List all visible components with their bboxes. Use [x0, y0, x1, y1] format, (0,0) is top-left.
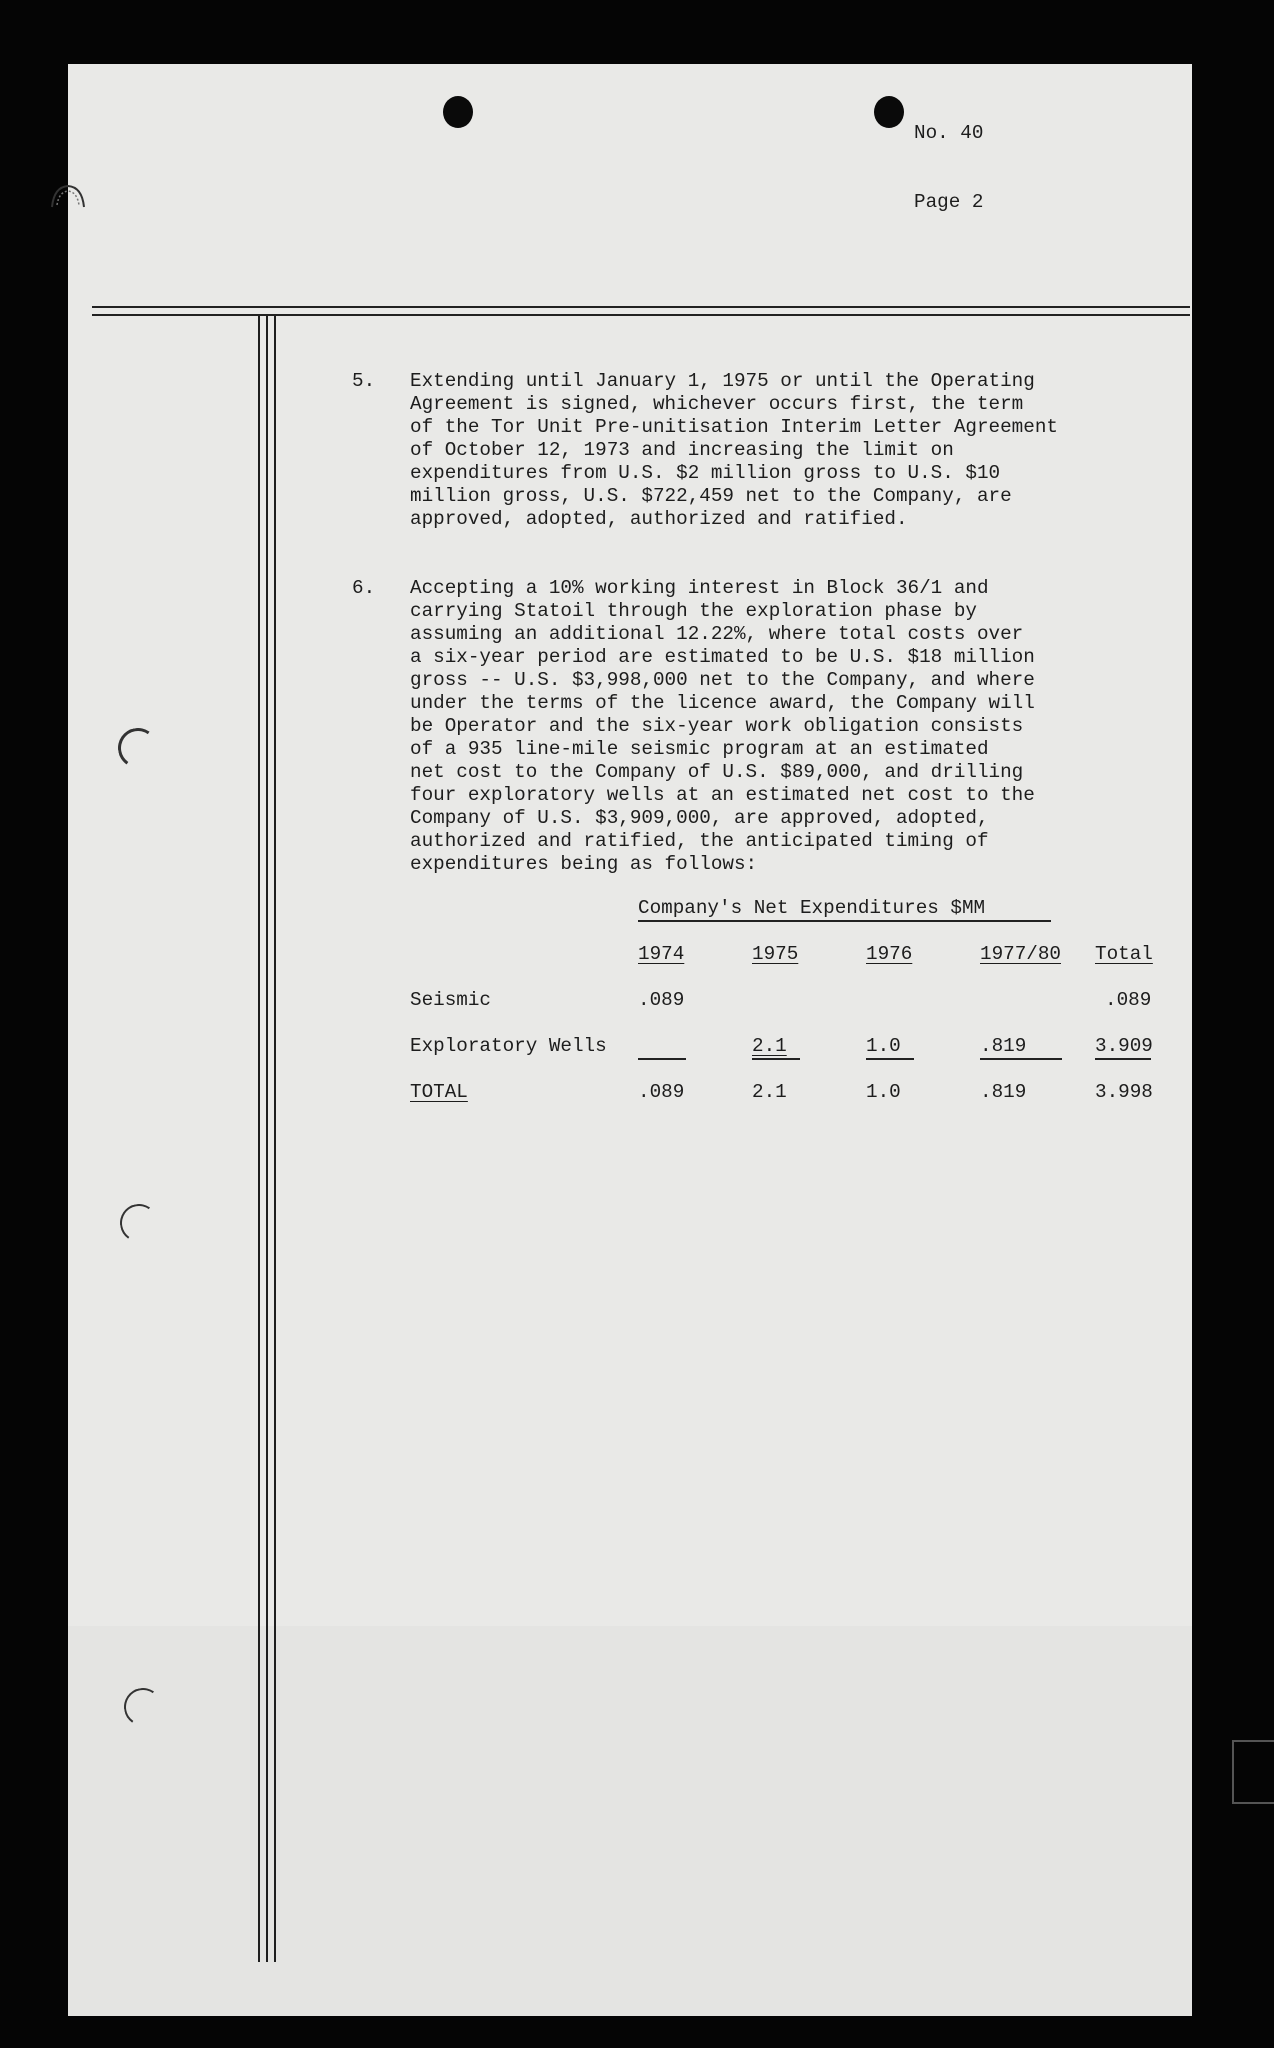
margin-rule-2 — [266, 316, 268, 1962]
text-line: expenditures being as follows: — [410, 853, 758, 875]
table-cell: 1.0 — [866, 1081, 901, 1103]
text-line: assuming an additional 12.22%, where total costs over — [410, 623, 1024, 645]
text-line: Extending until January 1, 1975 or until the Operating — [410, 370, 1035, 392]
table-cell: 3.909 — [1095, 1035, 1153, 1057]
column-header-total: Total — [1095, 943, 1153, 965]
text-line: authorized and ratified, the anticipated timing of — [410, 830, 989, 852]
punch-hole-left — [443, 96, 473, 128]
table-cell: .819 — [980, 1081, 1027, 1103]
document-header — [914, 76, 983, 237]
table-cell: .089 — [638, 1081, 685, 1103]
margin-rule-1 — [258, 316, 260, 1962]
text-line: approved, adopted, authorized and ratified. — [410, 508, 908, 530]
caption-underline — [638, 920, 1051, 922]
cell-underline — [1095, 1058, 1151, 1060]
text-line: Agreement is signed, whichever occurs first, the term — [410, 393, 1024, 415]
text-line: of October 12, 1973 and increasing the limit on — [410, 439, 954, 461]
row-label-exploratory-wells: Exploratory Wells — [410, 1035, 607, 1057]
text-line: million gross, U.S. $722,459 net to the Company, are — [410, 485, 1012, 507]
item-5-number: 5. — [352, 370, 376, 392]
text-line: four exploratory wells at an estimated net cost to the — [410, 784, 1035, 806]
text-line: of a 935 line-mile seismic program at an estimated — [410, 738, 989, 760]
text-line: Company of U.S. $3,909,000, are approved, adopted, — [410, 807, 989, 829]
text-line: a six-year period are estimated to be U.S. $18 million — [410, 646, 1035, 668]
item-6-paragraph — [410, 577, 1035, 876]
punch-hole-right — [874, 96, 904, 128]
table-cell: 2.1 — [752, 1081, 787, 1103]
page-number: Page 2 — [914, 191, 984, 213]
item-5-paragraph — [410, 370, 1058, 531]
row-label-seismic: Seismic — [410, 989, 491, 1011]
cell-underline — [752, 1058, 800, 1060]
column-header-1977-80: 1977/80 — [980, 943, 1061, 965]
header-divider-bottom — [92, 314, 1190, 316]
column-header-1975: 1975 — [752, 943, 799, 965]
text-line: under the terms of the licence award, the Company will — [410, 692, 1035, 714]
text-line: carrying Statoil through the exploration phase by — [410, 600, 977, 622]
text-line: gross -- U.S. $3,998,000 net to the Company, and where — [410, 669, 1035, 691]
text-line: expenditures from U.S. $2 million gross to U.S. $10 — [410, 462, 1001, 484]
header-divider-top — [92, 306, 1190, 308]
text-line: of the Tor Unit Pre-unitisation Interim Letter Agreement — [410, 416, 1058, 438]
table-caption: Company's Net Expenditures $MM — [638, 897, 986, 919]
table-cell: .089 — [1105, 989, 1152, 1011]
document-number: No. 40 — [914, 122, 984, 144]
row-label-total: TOTAL — [410, 1081, 468, 1103]
margin-rule-3 — [274, 316, 276, 1962]
table-cell: 1.0 — [866, 1035, 901, 1057]
blank-cell-line — [638, 1058, 686, 1060]
edge-tab — [1232, 1740, 1274, 1804]
table-cell: .819 — [980, 1035, 1027, 1057]
cell-underline — [866, 1058, 914, 1060]
column-header-1974: 1974 — [638, 943, 685, 965]
table-cell: .089 — [638, 989, 685, 1011]
text-line: be Operator and the six-year work obligation consists — [410, 715, 1024, 737]
text-line: net cost to the Company of U.S. $89,000, and drilling — [410, 761, 1024, 783]
column-header-1976: 1976 — [866, 943, 913, 965]
cell-underline — [980, 1058, 1062, 1060]
table-cell: 2.1 — [752, 1035, 787, 1057]
stamp-mark-icon — [50, 183, 86, 211]
text-line: Accepting a 10% working interest in Block 36/1 and — [410, 577, 989, 599]
table-cell: 3.998 — [1095, 1081, 1153, 1103]
lower-fold-area — [68, 1626, 1192, 2016]
item-6-number: 6. — [352, 577, 376, 599]
